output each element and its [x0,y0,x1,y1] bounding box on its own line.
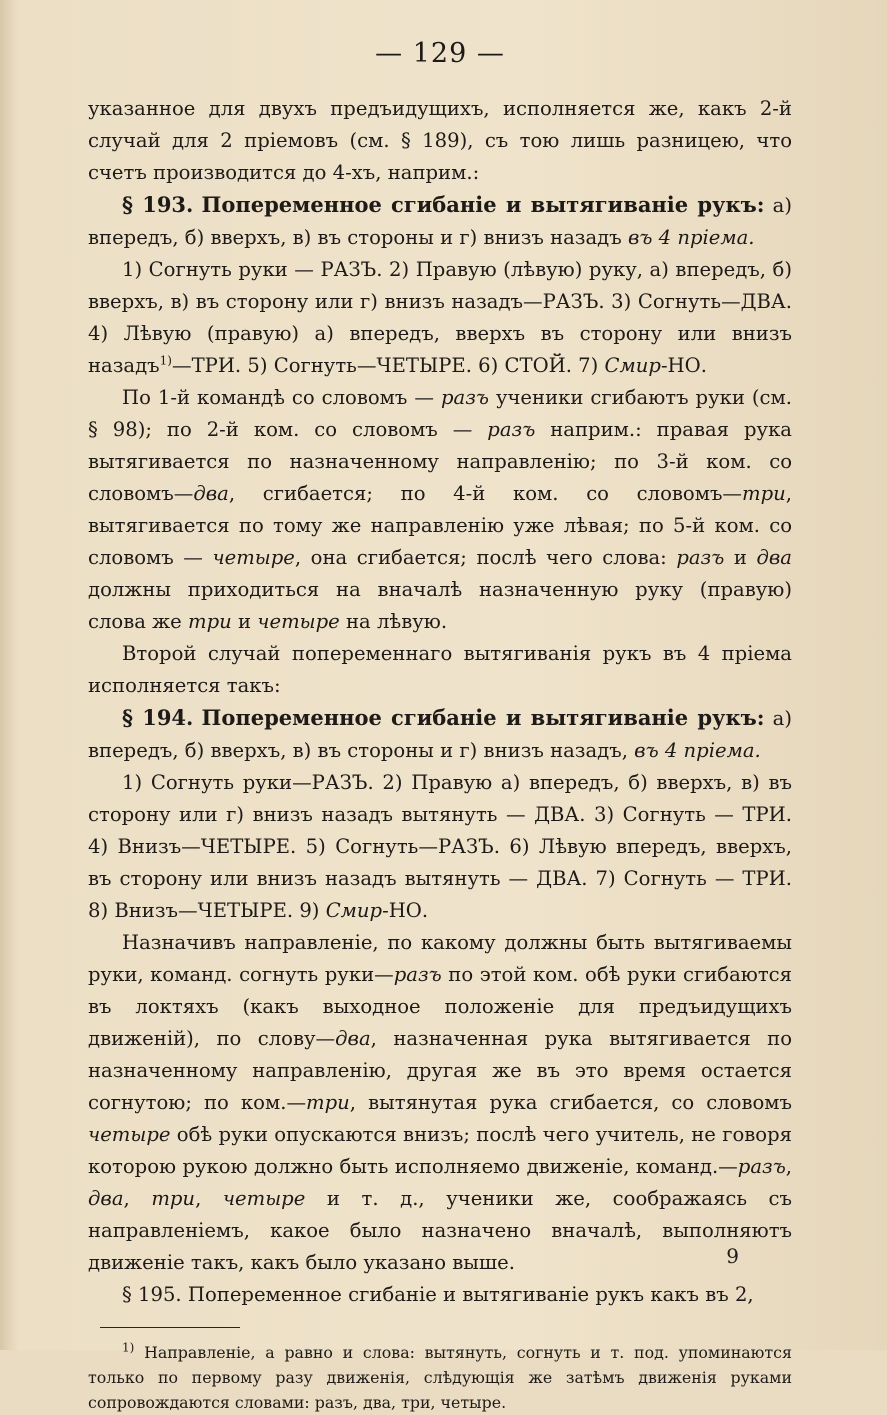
paragraph: 1) Согнуть руки — РАЗЪ. 2) Правую (лѣвую) руку, а) впередъ, б) вверхъ, в) въ сторону или г) внизъ назадъ—РАЗЪ. 3) Согнуть—ДВА. 4) Лѣвую (правую) а) впередъ, вверхъ въ сторону или внизъ назадъ$^{1)}$—ТРИ. 5) Согнуть—ЧЕТЫРЕ. 6) СТОЙ. 7) Смир-НО. [88,258,792,377]
section-number: § 193. [122,192,194,217]
paragraph: Второй случай попеременнаго вытягиванія рукъ въ 4 пріема исполняется такъ: [88,642,792,697]
section-194: § 194. Попеременное сгибаніе и вытягиваніе рукъ: а) впередъ, б) вверхъ, в) въ стороны и г) внизъ назадъ, въ 4 пріема. [88,705,792,762]
footnote-mark: 1) [122,1340,135,1355]
section-number: § 194. [122,705,194,730]
page-number: — 129 — [375,38,505,69]
footnote-text: Направленіе, а равно и слова: вытянуть, согнуть и т. под. упоминаются только по первому разу движенія, слѣдующія же затѣмъ движенія руками сопровождаются словами: разъ, два, три, четыре. [88,1343,792,1412]
paragraph: По 1-й командѣ со словомъ — разъ ученики сгибаютъ руки (см. § 98); по 2-й ком. со словомъ — разъ наприм.: правая рука вытягивается по назначенному направленію; по 3-й ком. со словомъ—два, сгибается; по 4-й ком. со словомъ—три, вытягивается по тому же направленію уже лѣвая; по 5-й ком. со словомъ — четыре, она сгибается; послѣ чего слова: разъ и два должны приходиться на вначалѣ назначенную руку (правую) слова же три и четыре на лѣвую. [88,386,792,633]
footnote-divider [100,1327,240,1328]
paragraph: § 195. Попеременное сгибаніе и вытягиваніе рукъ какъ въ 2, [122,1283,754,1306]
footnote [88,1340,792,1415]
section-title: Попеременное сгибаніе и вытягиваніе рукъ: [201,192,765,217]
main-text [88,93,792,1311]
paragraph: 1) Согнуть руки—РАЗЪ. 2) Правую а) впередъ, б) вверхъ, в) въ сторону или г) внизъ назадъ вытянуть — ДВА. 3) Согнуть — ТРИ. 4) Внизъ—ЧЕТЫРЕ. 5) Согнуть—РАЗЪ. 6) Лѣвую впередъ, вверхъ, въ сторону или внизъ назадъ вытянуть — ДВА. 7) Согнуть — ТРИ. 8) Внизъ—ЧЕТЫРЕ. 9) Смир-НО. [88,771,792,922]
signature-mark: 9 [726,1244,739,1268]
footnote-ref: 1) [159,353,172,368]
paragraph: указанное для двухъ предъидущихъ, исполняется же, какъ 2-й случай для 2 пріемовъ (см. § 189), съ тою лишь разницею, что счетъ производится до 4-хъ, наприм.: [88,97,792,184]
section-title: Попеременное сгибаніе и вытягиваніе рукъ: [201,705,765,730]
section-193: § 193. Попеременное сгибаніе и вытягиваніе рукъ: а) впередъ, б) вверхъ, в) въ стороны и г) внизъ назадъ въ 4 пріема. [88,192,792,249]
paragraph: Назначивъ направленіе, по какому должны быть вытягиваемы руки, команд. согнуть руки—разъ по этой ком. обѣ руки сгибаются въ локтяхъ (какъ выходное положеніе для предъидущихъ движеній), по слову—два, назначенная рука вытягивается по назначенному направленію, другая же въ это время остается согнутою; по ком.—три, вытянутая рука сгибается, со словомъ четыре обѣ руки опускаются внизъ; послѣ чего учитель, не говоря которою рукою должно быть исполняемо движеніе, команд.—разъ, два, три, четыре и т. д., ученики же, соображаясь съ направленіемъ, какое было назначено вначалѣ, выполняютъ движеніе такъ, какъ было указано выше. [88,931,792,1274]
